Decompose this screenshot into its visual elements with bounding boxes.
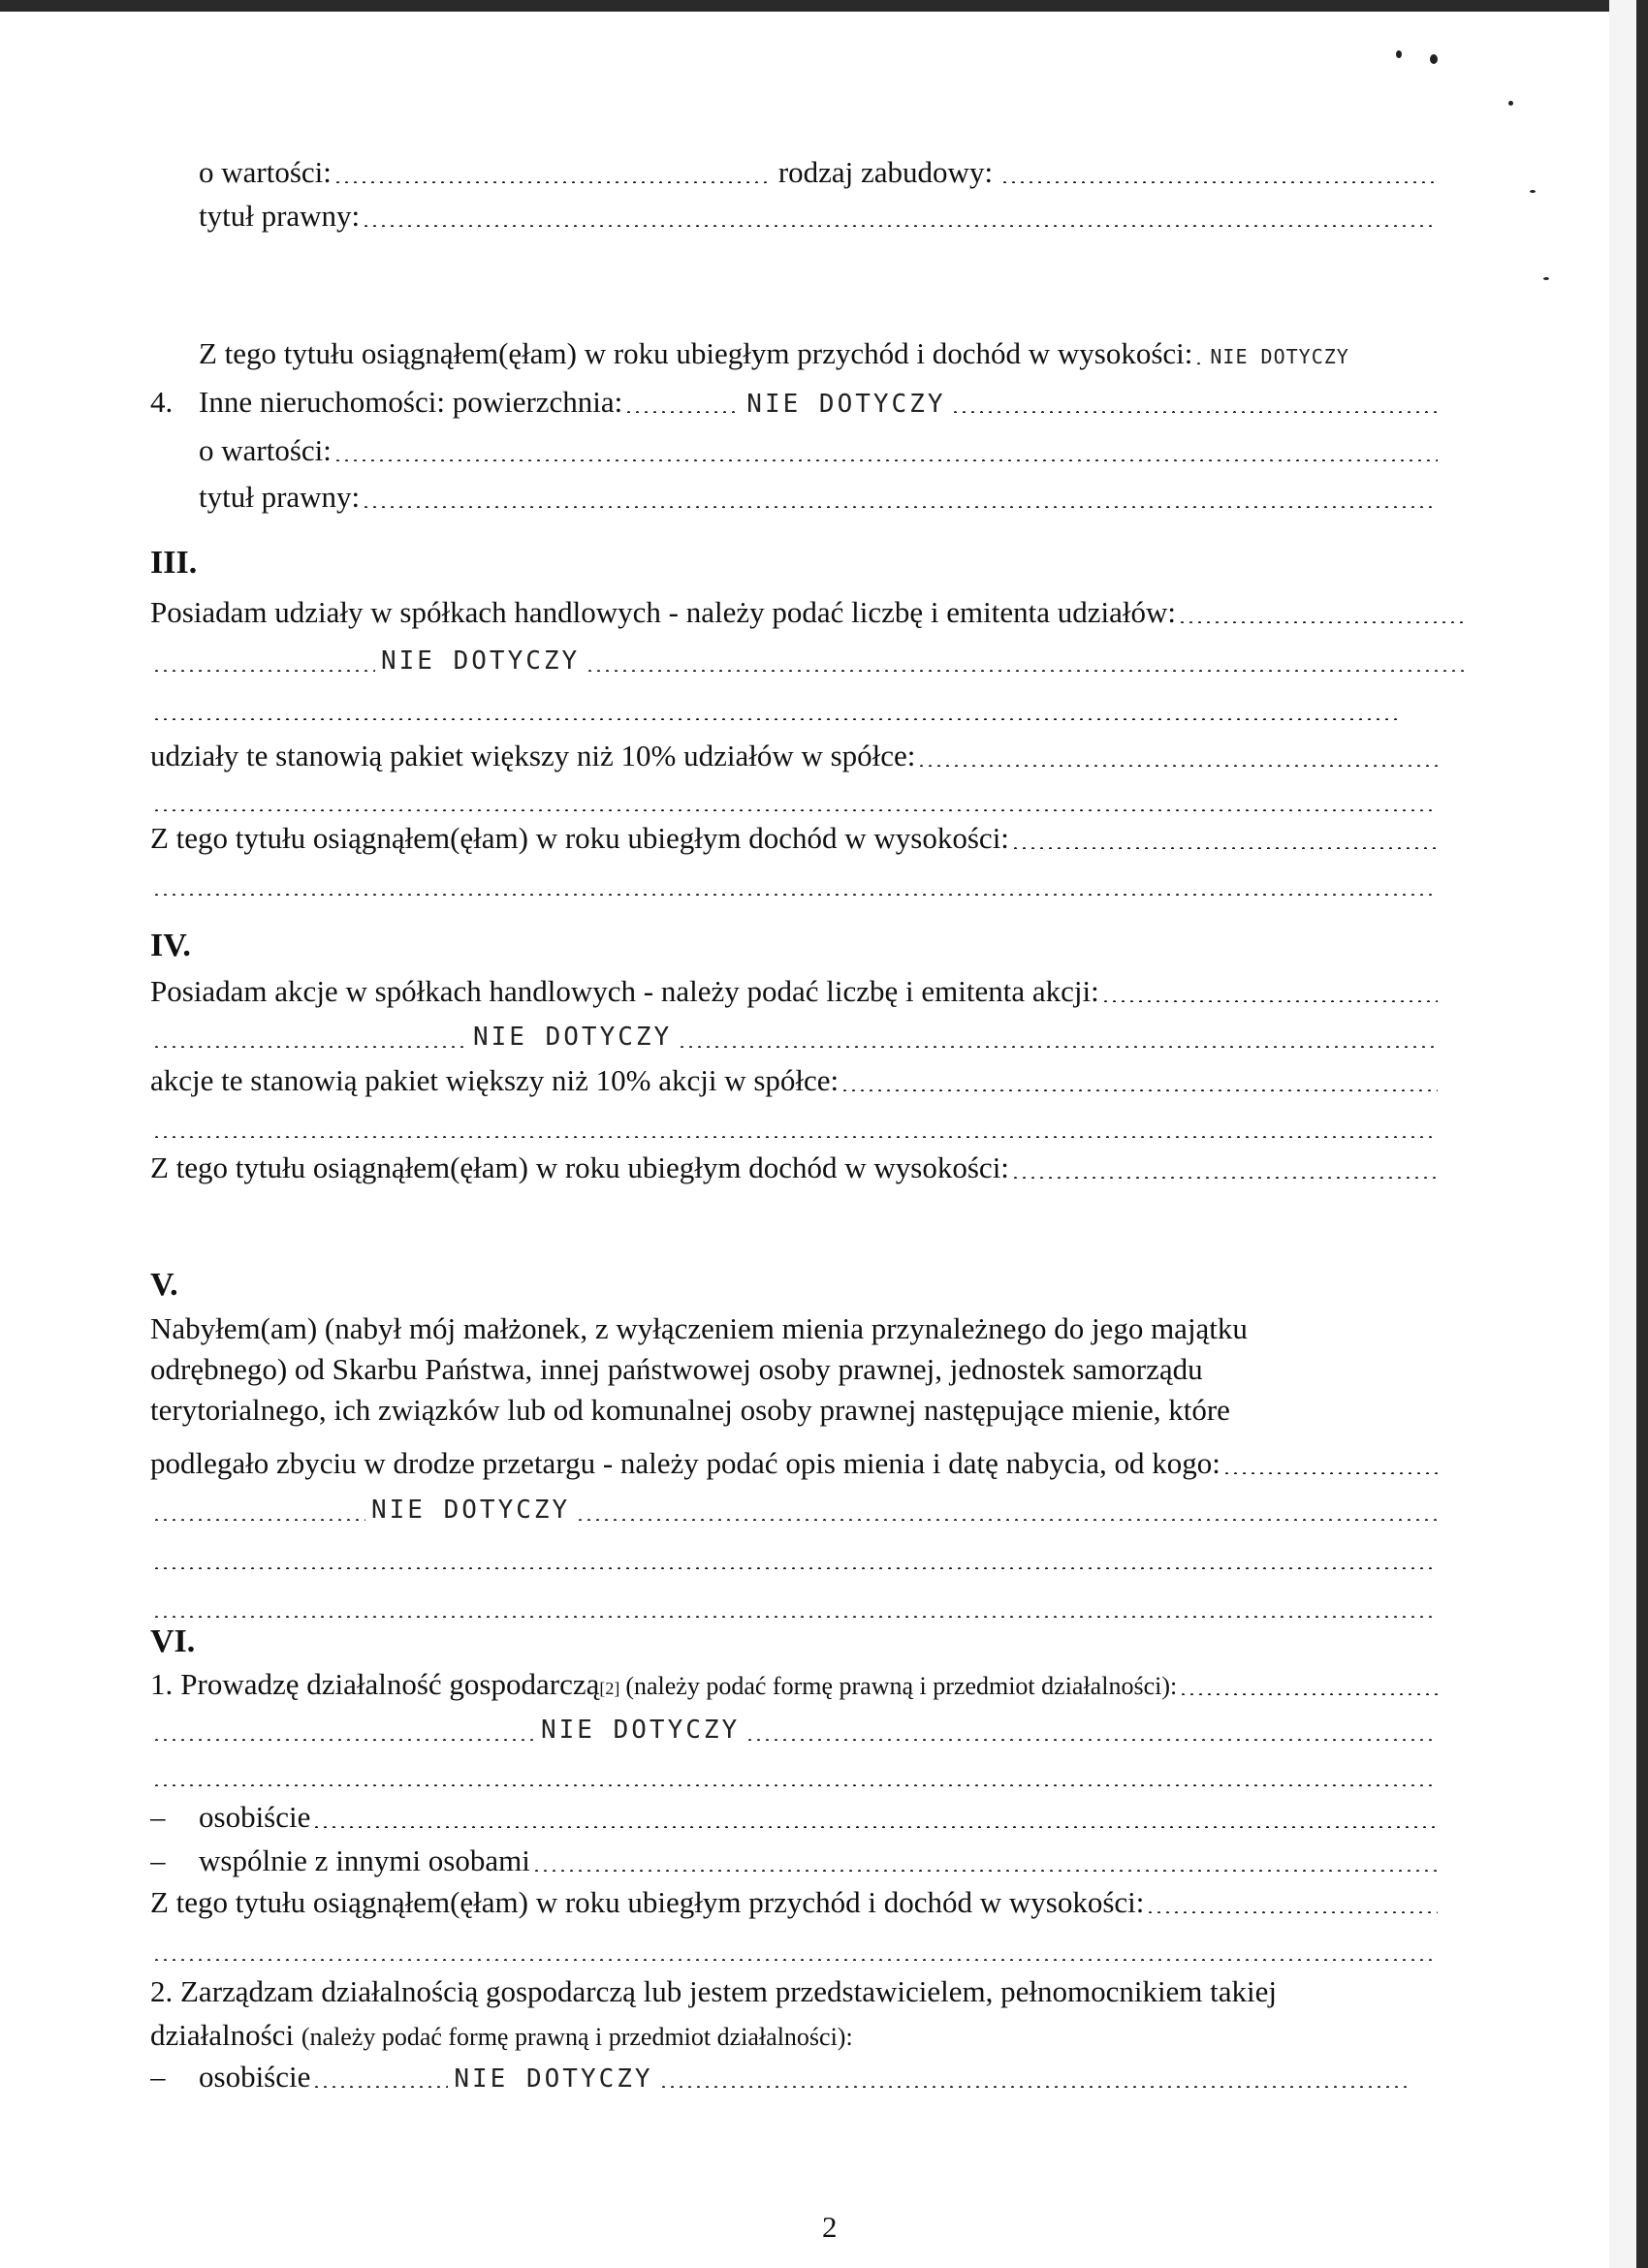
- dotted-fill: [333, 181, 771, 183]
- field-jointly: [150, 1842, 1440, 1880]
- field-acquired-answer: [150, 1491, 1440, 1529]
- field-value: [199, 153, 1440, 192]
- value-label: o wartości:: [199, 433, 332, 467]
- blank-line: [150, 1108, 1440, 1147]
- building-type-label: rodzaj zabudowy:: [777, 155, 994, 189]
- income-label: Z tego tytułu osiągnąłem(ęłam) w roku ubiegłym przychód i dochód w wysokości:: [199, 336, 1193, 370]
- paragraph-line: podlegało zbyciu w drodze przetargu - należy podać opis mienia i datę nabycia, od kogo:: [150, 1446, 1220, 1480]
- dotted-fill: [152, 1519, 365, 1521]
- dotted-fill: [1000, 181, 1438, 183]
- dotted-fill: [840, 1089, 1438, 1091]
- management-line-1: 2. Zarządzam działalnością gospodarczą lub jestem przedstawicielem, pełnomocnikiem takiej: [150, 1974, 1278, 2008]
- stocks-label: Posiadam akcje w spółkach handlowych - należy podać liczbę i emitenta akcji:: [150, 974, 1099, 1008]
- field-shares-answer: [150, 642, 1471, 680]
- field-acquired-property: [150, 1444, 1440, 1483]
- dotted-fill: [152, 1136, 1438, 1138]
- dotted-fill: [152, 1959, 1438, 1961]
- handwritten-answer: NIE DOTYCZY: [371, 1496, 571, 1525]
- dotted-fill: [1011, 847, 1438, 849]
- page-number: 2: [822, 2210, 838, 2244]
- field-stocks-answer: [150, 1018, 1440, 1056]
- dotted-fill: [152, 1739, 535, 1741]
- blank-line: [150, 781, 1440, 820]
- dotted-fill: [659, 2086, 1409, 2088]
- shares-label: Posiadam udziały w spółkach handlowych - należy podać liczbę i emitenta udziałów:: [150, 595, 1176, 629]
- income-label: Z tego tytułu osiągnąłem(ęłam) w roku ubiegłym dochód w wysokości:: [150, 1150, 1009, 1184]
- field-other-value: [199, 431, 1440, 470]
- management-line-2: [150, 2016, 1440, 2055]
- dotted-fill: [576, 1519, 1438, 1521]
- field-stocks-package: [150, 1061, 1440, 1100]
- handwritten-answer: NIE DOTYCZY: [746, 390, 946, 419]
- section-heading-vi: VI.: [150, 1623, 196, 1659]
- dotted-fill: [312, 1826, 1438, 1828]
- blank-line: [150, 866, 1440, 904]
- paragraph-line: odrębnego) od Skarbu Państwa, innej państwowej osoby prawnej, jednostek samorządu: [150, 1352, 1203, 1386]
- item-number: 4.: [150, 385, 174, 419]
- blank-line: [150, 1931, 1440, 1969]
- handwritten-answer: NIE DOTYCZY: [541, 1716, 741, 1745]
- paragraph-line: terytorialnego, ich związków lub od komunalnej osoby prawnej następujące mienie, które: [150, 1393, 1230, 1427]
- item-number: 1.: [150, 1667, 174, 1701]
- field-personally: [150, 1798, 1440, 1837]
- section5-paragraph: [150, 1308, 1440, 1431]
- blank-line: [150, 1756, 1440, 1795]
- dotted-fill: [362, 506, 1438, 508]
- field-legal-title: [199, 197, 1440, 236]
- field-business-answer: [150, 1711, 1440, 1749]
- dotted-fill: [917, 765, 1438, 767]
- dotted-fill: [152, 809, 1438, 811]
- dotted-fill: [1179, 1693, 1438, 1695]
- section-heading-v: V.: [150, 1267, 178, 1303]
- blank-line: [150, 690, 1401, 729]
- income-label: Z tego tytułu osiągnąłem(ęłam) w roku ubiegłym przychód i dochód w wysokości:: [150, 1885, 1145, 1919]
- management-hint: (należy podać formę prawną i przedmiot działalności):: [301, 2023, 853, 2051]
- handwritten-answer: NIE DOTYCZY: [1210, 345, 1349, 368]
- business-hint: (należy podać formę prawną i przedmiot działalności):: [625, 1672, 1178, 1700]
- field-stocks: [150, 972, 1440, 1011]
- field-business-income: [150, 1883, 1440, 1922]
- dotted-fill: [1146, 1911, 1438, 1913]
- dotted-fill: [951, 411, 1438, 413]
- handwritten-answer: NIE DOTYCZY: [454, 2064, 653, 2094]
- list-dash: –: [150, 2060, 166, 2094]
- jointly-label: wspólnie z innymi osobami: [199, 1843, 530, 1877]
- personally-label: osobiście: [199, 2060, 311, 2094]
- business-label: Prowadzę działalność gospodarczą: [180, 1667, 600, 1701]
- legal-title-label: tytuł prawny:: [199, 199, 361, 233]
- field-income: [199, 334, 1503, 373]
- dotted-fill: [152, 670, 375, 672]
- legal-title-label: tytuł prawny:: [199, 480, 361, 514]
- dotted-fill: [1194, 362, 1204, 364]
- section-heading-iii: III.: [150, 545, 198, 581]
- income-label: Z tego tytułu osiągnąłem(ęłam) w roku ubiegłym dochód w wysokości:: [150, 821, 1009, 855]
- blank-line: [150, 1539, 1440, 1578]
- field-business: 1. Prowadzę działalność gospodarczą [2] (należy podać formę prawną i przedmiot działalności):: [150, 1665, 1440, 1704]
- section-heading-iv: IV.: [150, 928, 191, 963]
- field-stocks-income: [150, 1149, 1440, 1187]
- field-management-personally: [150, 2058, 1410, 2096]
- field-shares-package: [150, 737, 1440, 775]
- other-property-label: Inne nieruchomości: powierzchnia:: [199, 385, 623, 419]
- personally-label: osobiście: [199, 1800, 311, 1834]
- dotted-fill: [152, 1046, 467, 1048]
- dotted-fill: [1178, 621, 1469, 623]
- dotted-fill: [678, 1046, 1438, 1048]
- list-dash: –: [150, 1800, 166, 1834]
- field-other-property: [150, 383, 1440, 422]
- handwritten-answer: NIE DOTYCZY: [473, 1023, 673, 1052]
- field-shares: [150, 593, 1471, 632]
- dotted-fill: [745, 1739, 1438, 1741]
- dotted-fill: [152, 1616, 1438, 1618]
- dotted-fill: [333, 459, 1438, 461]
- dotted-fill: [312, 2086, 448, 2088]
- dotted-fill: [1011, 1177, 1438, 1179]
- dotted-fill: [624, 411, 741, 413]
- dotted-fill: [152, 894, 1438, 896]
- value-label: o wartości:: [199, 155, 332, 189]
- dotted-fill: [1222, 1472, 1438, 1474]
- management-label: działalności: [150, 2018, 295, 2052]
- field-shares-income: [150, 819, 1440, 858]
- dotted-fill: [586, 670, 1469, 672]
- paragraph-line: Nabyłem(am) (nabył mój małżonek, z wyłączeniem mienia przynależnego do jego majątku: [150, 1311, 1248, 1345]
- package-label: udziały te stanowią pakiet większy niż 10% udziałów w spółce:: [150, 739, 916, 772]
- dotted-fill: [152, 1784, 1438, 1786]
- package-label: akcje te stanowią pakiet większy niż 10% akcji w spółce:: [150, 1063, 840, 1097]
- dotted-fill: [532, 1870, 1438, 1872]
- list-dash: –: [150, 1843, 166, 1877]
- dotted-fill: [152, 1567, 1438, 1569]
- handwritten-answer: NIE DOTYCZY: [381, 646, 581, 676]
- dotted-fill: [152, 718, 1399, 720]
- field-other-legal-title: [199, 478, 1440, 517]
- blank-line: [150, 1588, 1440, 1626]
- dotted-fill: [1101, 1000, 1438, 1002]
- dotted-fill: [362, 225, 1438, 227]
